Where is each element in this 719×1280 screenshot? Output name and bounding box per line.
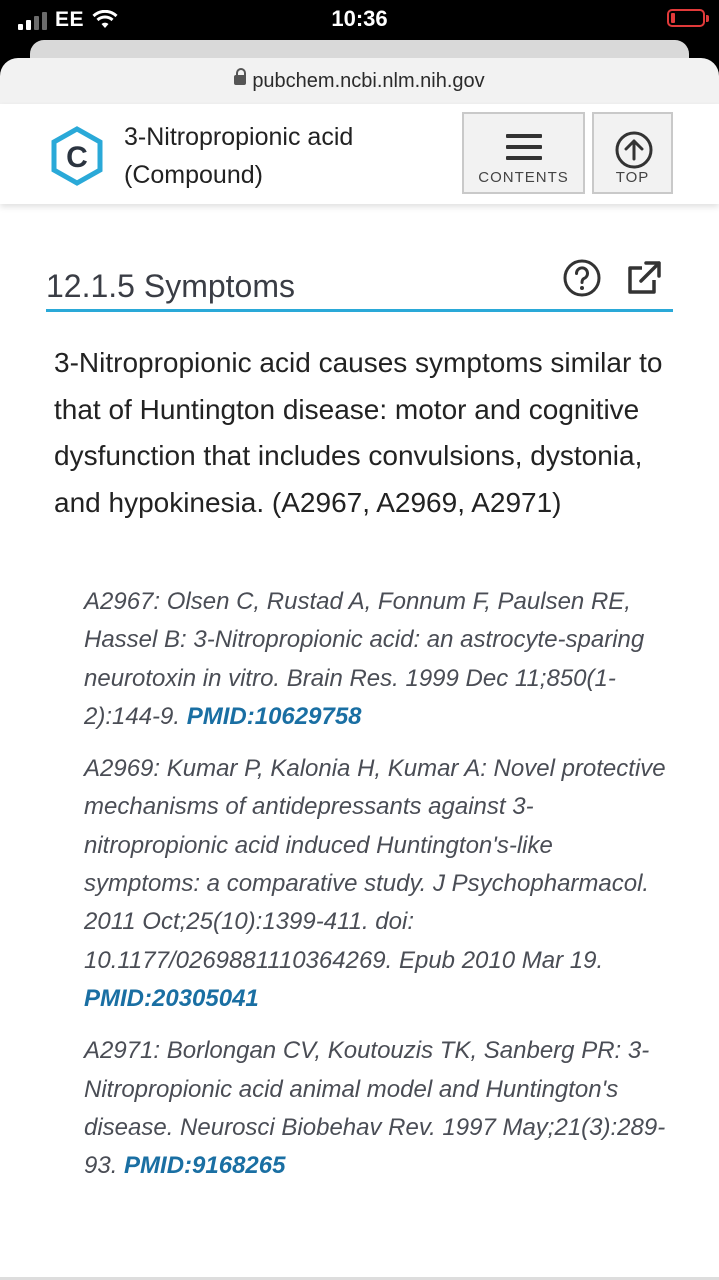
reference-list xyxy=(84,583,674,1199)
reference-item xyxy=(84,583,674,736)
url-text: pubchem.ncbi.nlm.nih.gov xyxy=(252,69,485,92)
logo-letter: C xyxy=(66,141,88,174)
external-link-icon[interactable] xyxy=(624,258,664,298)
arrow-up-circle-icon xyxy=(614,130,654,170)
reference-text: A2969: Kumar P, Kalonia H, Kumar A: Novel protective mechanisms of antidepressants against 3-nitropropionic acid induced Huntington's-like symptoms: a comparative study. J Psychopharmacol. 2011 Oct;25(10):1399-411. doi: 10.1177/0269881110364269. Epub 2010 Mar 19. xyxy=(84,755,666,974)
symptoms-summary: 3-Nitropropionic acid causes symptoms similar to that of Huntington disease: motor and cognitive dysfunction that includes convulsions, dystonia, and hypokinesia. (A2967, A2969, A2971) xyxy=(54,347,663,518)
menu-icon xyxy=(506,134,542,167)
reference-item xyxy=(84,1032,674,1185)
reference-item xyxy=(84,750,674,1018)
browser-chrome xyxy=(0,40,719,104)
pmid-link[interactable]: PMID:9168265 xyxy=(124,1152,286,1180)
help-icon[interactable] xyxy=(562,258,602,298)
pmid-link[interactable]: PMID:20305041 xyxy=(84,984,259,1012)
reference-text: A2971: Borlongan CV, Koutouzis TK, Sanberg PR: 3-Nitropropionic acid animal model and Huntington's disease. Neurosci Biobehav Rev. 1997 May;21(3):289-93. xyxy=(84,1037,666,1180)
battery-icon xyxy=(667,9,705,27)
lock-icon xyxy=(234,74,246,88)
contents-label: CONTENTS xyxy=(478,169,569,186)
address-bar[interactable] xyxy=(0,58,719,104)
pubchem-logo-icon[interactable] xyxy=(50,126,104,186)
contents-button[interactable] xyxy=(462,112,585,194)
section-heading xyxy=(46,262,673,312)
section-title: 12.1.5 Symptoms xyxy=(46,268,295,304)
reference-text: A2967: Olsen C, Rustad A, Fonnum F, Paulsen RE, Hassel B: 3-Nitropropionic acid: an astrocyte-sparing neurotoxin in vitro. Brain Res. 1999 Dec 11;850(1-2):144-9. xyxy=(84,588,645,730)
compound-title xyxy=(124,118,444,194)
compound-header xyxy=(0,104,719,204)
carrier-label: EE xyxy=(55,8,85,31)
compound-type: (Compound) xyxy=(124,161,263,189)
top-label: TOP xyxy=(615,169,650,186)
pmid-link[interactable]: PMID:10629758 xyxy=(186,702,362,730)
top-button[interactable] xyxy=(592,112,673,194)
status-bar xyxy=(0,0,719,40)
compound-name: 3-Nitropropionic acid xyxy=(124,123,354,151)
clock: 10:36 xyxy=(331,6,388,31)
